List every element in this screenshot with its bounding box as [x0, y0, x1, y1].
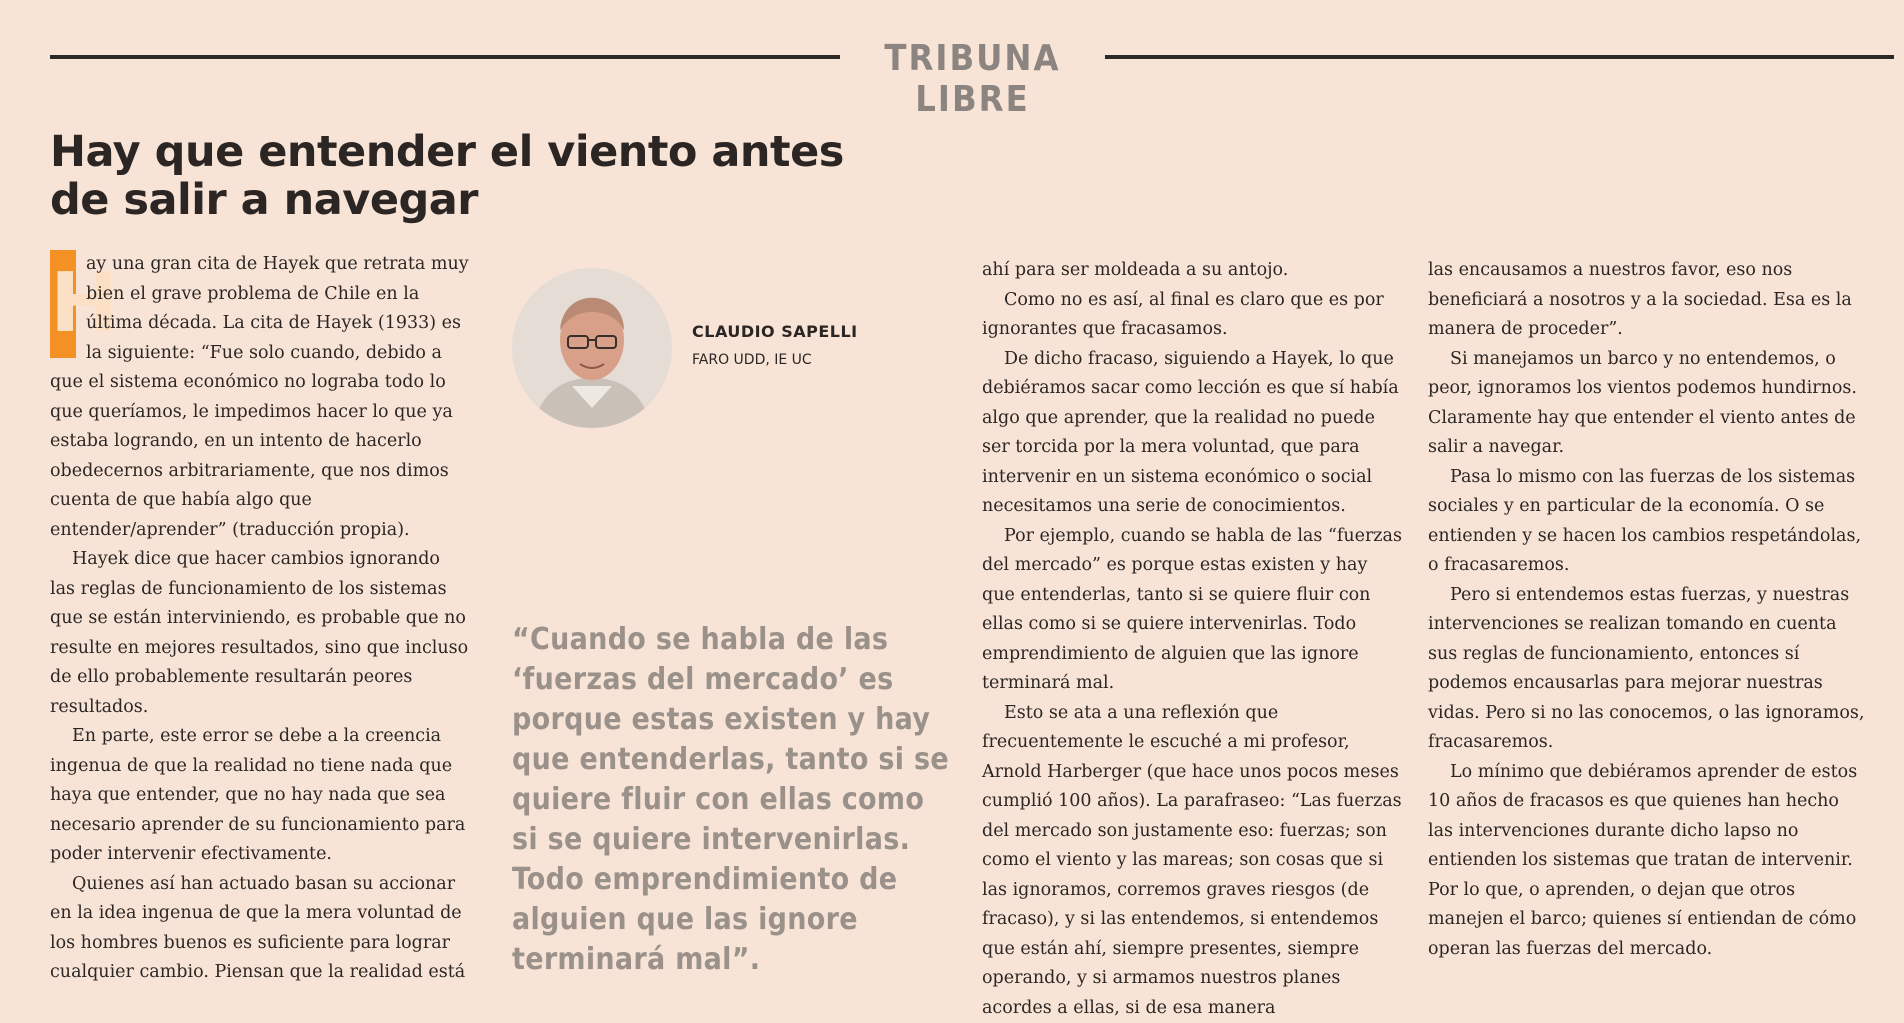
body-paragraph: Quienes así han actuado basan su accionar en la idea ingenua de que la mera voluntad de los hombres buenos es suficiente para lograr cualquier cambio. Piensan que la realidad está [50, 870, 470, 988]
body-paragraph: Si manejamos un barco y no entendemos, o peor, ignoramos los vientos podemos hundirnos. Claramente hay que entender el viento antes de salir a navegar. [1428, 345, 1868, 463]
section-label: TRIBUNA LIBRE [845, 38, 1100, 120]
body-paragraph: Hayek dice que hacer cambios ignorando las reglas de funcionamiento de los sistemas que se están interviniendo, es probable que no resulte en mejores resultados, sino que incluso de ello probablemente resultarán peores resultados. [50, 545, 470, 722]
author-photo [512, 268, 672, 428]
body-paragraph: Por ejemplo, cuando se habla de las “fuerzas del mercado” es porque estas existen y hay que entenderlas, tanto si se quiere fluir con ellas como si se quiere intervenirlas. Todo emprendimiento de alguien que las ignore terminará mal. [982, 522, 1402, 699]
section-rule-left [50, 55, 840, 59]
drop-cap: H [50, 250, 76, 358]
body-column-4 [1428, 256, 1868, 964]
body-paragraph: En parte, este error se debe a la creencia ingenua de que la realidad no tiene nada que haya que entender, que no hay nada que sea necesario aprender de su funcionamiento para poder intervenir efectivamente. [50, 722, 470, 870]
body-paragraph: Pero si entendemos estas fuerzas, y nuestras intervenciones se realizan tomando en cuenta sus reglas de funcionamiento, entonces sí podemos encausarlas para mejorar nuestras vidas. Pero si no las conocemos, o las ignoramos, fracasaremos. [1428, 581, 1868, 758]
body-column-3 [982, 256, 1402, 1023]
headline: Hay que entender el viento antes de salir a navegar [50, 128, 850, 224]
body-paragraph: Lo mínimo que debiéramos aprender de estos 10 años de fracasos es que quienes han hecho las intervenciones durante dicho lapso no entienden los sistemas que tratan de intervenir. Por lo que, o aprenden, o dejan que otros manejen el barco; quienes sí entiendan de cómo operan las fuerzas del mercado. [1428, 758, 1868, 965]
lead-paragraph-text: ay una gran cita de Hayek que retrata muy bien el grave problema de Chile en la última década. La cita de Hayek (1933) es la siguiente: “Fue solo cuando, debido a que el sistema económico no lograba todo lo que queríamos, le impedimos hacer lo que ya estaba logrando, en un intento de hacerlo obedecernos arbitrariamente, que nos dimos cuenta de que había algo que entender/aprender” (traducción propia). [50, 254, 469, 540]
body-paragraph: ahí para ser moldeada a su antojo. [982, 256, 1402, 286]
body-paragraph: Como no es así, al final es claro que es por ignorantes que fracasamos. [982, 286, 1402, 345]
body-paragraph: Pasa lo mismo con las fuerzas de los sistemas sociales y en particular de la economía. O se entienden y se hacen los cambios respetándolas, o fracasaremos. [1428, 463, 1868, 581]
body-paragraph: las encausamos a nuestros favor, eso nos beneficiará a nosotros y a la sociedad. Esa es la manera de proceder”. [1428, 256, 1868, 345]
body-column-1 [50, 250, 470, 988]
author-portrait-icon [512, 268, 672, 428]
author-name: CLAUDIO SAPELLI [692, 322, 858, 341]
body-paragraph: De dicho fracaso, siguiendo a Hayek, lo que debiéramos sacar como lección es que sí había algo que aprender, que la realidad no puede ser torcida por la mera voluntad, que para intervenir en un sistema económico o social necesitamos una serie de conocimientos. [982, 345, 1402, 522]
author-affiliation: FARO UDD, IE UC [692, 352, 812, 368]
section-rule-right [1105, 55, 1894, 59]
body-paragraph: Esto se ata a una reflexión que frecuentemente le escuché a mi profesor, Arnold Harberger (que hace unos pocos meses cumplió 100 años). La parafraseo: “Las fuerzas del mercado son justamente eso: fuerzas; son como el viento y las mareas; son cosas que si las ignoramos, corremos graves riesgos (de fracaso), y si las entendemos, si entendemos que están ahí, siempre presentes, siempre operando, y si armamos nuestros planes acordes a ellas, si de esa manera [982, 699, 1402, 1023]
pull-quote: “Cuando se habla de las ‘fuerzas del mercado’ es porque estas existen y hay que entenderlas, tanto si se quiere fluir con ellas como si se quiere intervenirlas. Todo emprendimiento de alguien que las ignore terminará mal”. [512, 620, 952, 980]
lead-paragraph [50, 250, 470, 545]
